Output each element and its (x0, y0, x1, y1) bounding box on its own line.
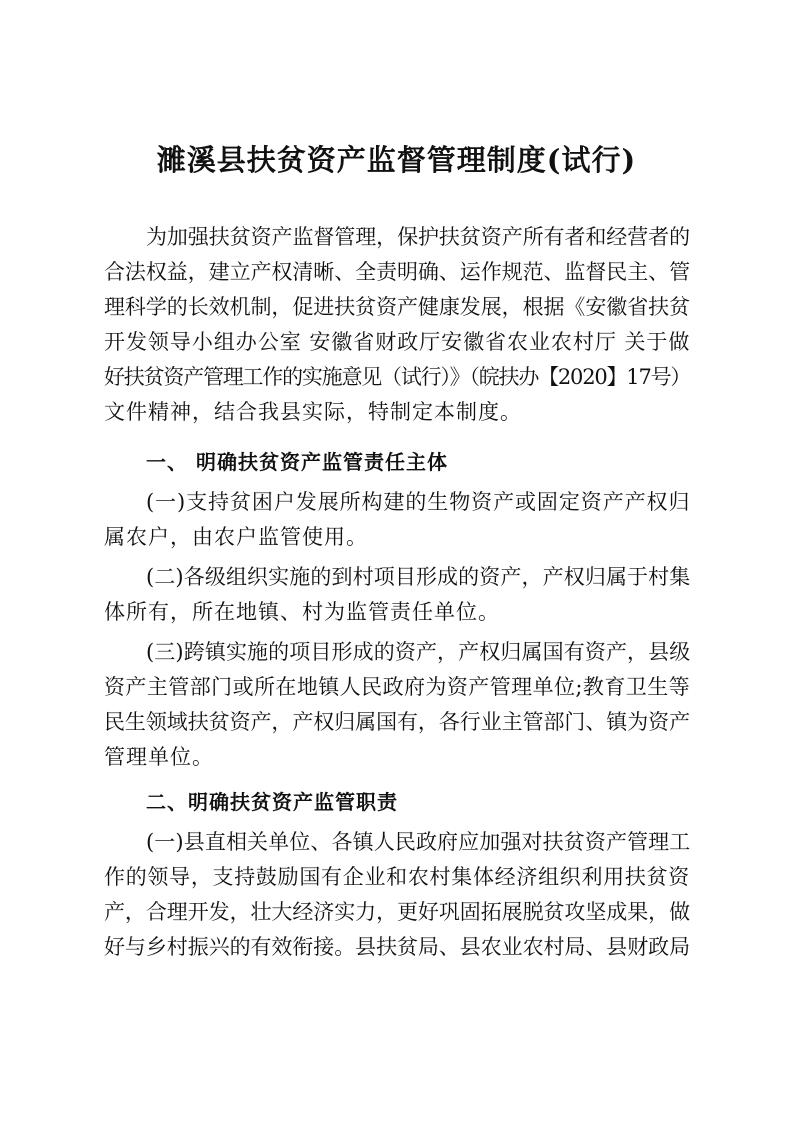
document-title: 濉溪县扶贫资产监督管理制度(试行) (156, 143, 637, 177)
paragraph-line: 理科学的长效机制，促进扶贫资产健康发展，根据《安徽省扶贫 (104, 295, 690, 319)
section-heading-1: 一、 明确扶贫资产监管责任主体 (146, 450, 448, 474)
paragraph-line: 属农户，由农户监管使用。 (104, 525, 368, 549)
paragraph-line: 好与乡村振兴的有效衔接。县扶贫局、县农业农村局、县财政局 (104, 935, 690, 959)
paragraph-line: 管理单位。 (104, 745, 214, 769)
paragraph-line: 作的领导，支持鼓励国有企业和农村集体经济组织利用扶贫资 (104, 865, 690, 889)
section-heading-2: 二、明确扶贫资产监管职责 (146, 790, 398, 814)
paragraph-line: (一)支持贫困户发展所构建的生物资产或固定资产产权归 (146, 490, 691, 514)
paragraph-line: 开发领导小组办公室 安徽省财政厅安徽省农业农村厅 关于做 (104, 330, 691, 354)
paragraph-line: 资产主管部门或所在地镇人民政府为资产管理单位;教育卫生等 (104, 675, 691, 699)
paragraph-line: 产，合理开发，壮大经济实力，更好巩固拓展脱贫攻坚成果，做 (104, 900, 690, 924)
paragraph-line: (二)各级组织实施的到村项目形成的资产，产权归属于村集 (146, 565, 691, 589)
paragraph-line: 民生领域扶贫资产，产权归属国有，各行业主管部门、镇为资产 (104, 710, 690, 734)
paragraph-line: 合法权益，建立产权清晰、全责明确、运作规范、监督民主、管 (104, 260, 690, 284)
paragraph-line: 文件精神，结合我县实际，特制定本制度。 (104, 400, 522, 424)
paragraph-line: 体所有，所在地镇、村为监管责任单位。 (104, 600, 500, 624)
paragraph-line: 好扶贫资产管理工作的实施意见（试行）》（皖扶办【2020】17号） (104, 365, 691, 389)
paragraph-line: (一)县直相关单位、各镇人民政府应加强对扶贫资产管理工 (146, 830, 691, 854)
paragraph-line: 为加强扶贫资产监督管理，保护扶贫资产所有者和经营者的 (146, 225, 690, 249)
paragraph-line: (三)跨镇实施的项目形成的资产，产权归属国有资产，县级 (146, 640, 691, 664)
